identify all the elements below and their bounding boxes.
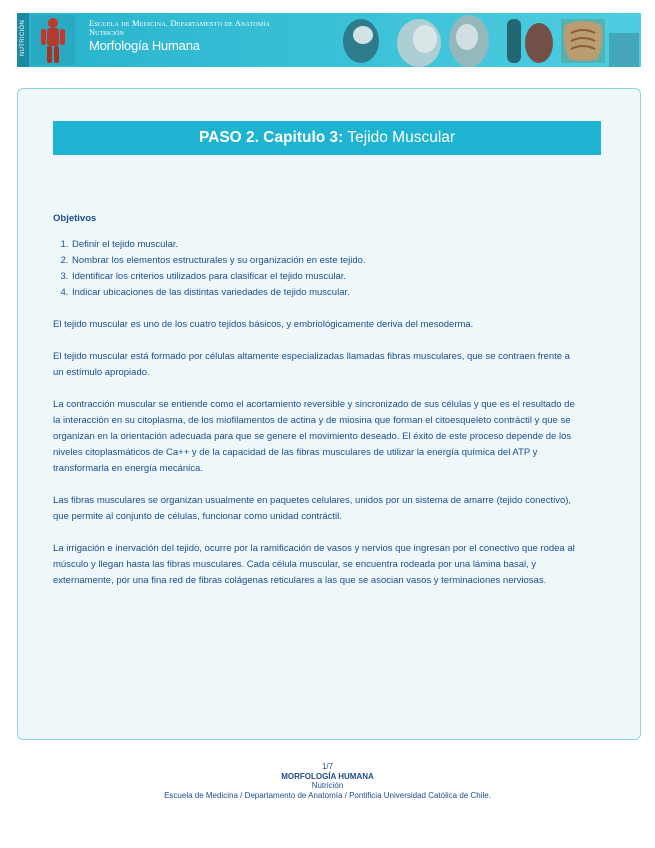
paragraph: Las fibras musculares se organizan usualmente en paquetes celulares, unidos por un sistema de amarre (tejido conectivo), que permite al conjunto de células, funcionar como unidad contráctil. xyxy=(53,495,572,522)
paragraph: El tejido muscular es uno de los cuatro tejidos básicos, y embriológicamente deriva del mesoderma. xyxy=(53,319,474,330)
objective-item: 4. Indicar ubicaciones de las distintas variedades de tejido muscular. xyxy=(71,285,583,301)
objectives-list xyxy=(53,237,583,301)
banner-side-strip xyxy=(17,13,29,67)
content-panel xyxy=(17,88,641,740)
course-line: Morfología Humana xyxy=(89,38,200,53)
anatomy-collage-icon xyxy=(339,13,639,67)
content-body xyxy=(53,211,583,605)
page-title xyxy=(53,121,601,155)
page-footer xyxy=(0,762,655,800)
footer-course: MORFOLOGÍA HUMANA xyxy=(281,771,374,781)
anatomy-figure-icon xyxy=(31,15,75,65)
footer-institution: Escuela de Medicina / Departamento de Anatomía / Pontificia Universidad Católica de Chile. xyxy=(164,790,491,800)
banner-text xyxy=(89,19,270,54)
objective-item: 3. Identificar los criterios utilizados para clasificar el tejido muscular. xyxy=(71,269,583,285)
objectives-heading: Objetivos xyxy=(53,213,97,224)
objective-item: 2. Nombrar los elementos estructurales y su organización en este tejido. xyxy=(71,253,583,269)
title-bold-part: PASO 2. Capitulo 3: xyxy=(198,129,344,146)
objective-item: 1. Definir el tejido muscular. xyxy=(71,237,583,253)
school-line: Escuela de Medicina. Departamento de Anatomía xyxy=(89,18,271,28)
side-label: NUTRICIÓN xyxy=(20,19,26,57)
header-banner xyxy=(17,13,641,67)
paragraph: La contracción muscular se entiende como el acortamiento reversible y sincronizado de sus células y que es el resultado de la interacción en su citoplasma, de los miofilamentos de actina y de miosina que forman el citoesqueleto contráctil y que se organizan en la orientación adecuada para que se genere el movimiento deseado. El éxito de este proceso depende de los niveles citoplasmáticos de Ca++ y de la capacidad de las fibras musculares de utilizar la energía química del ATP y transformarla en energía mecánica. xyxy=(53,399,575,474)
program-line: Nutrición xyxy=(89,27,124,37)
title-light-part: Tejido Muscular xyxy=(347,129,456,146)
paragraph: El tejido muscular está formado por células altamente especializadas llamadas fibras musculares, que se contraen frente a un estímulo apropiado. xyxy=(53,351,570,378)
footer-program: Nutrición xyxy=(311,781,344,790)
paragraph: La irrigación e inervación del tejido, ocurre por la ramificación de vasos y nervios que ingresan por el conectivo que rodea al músculo y llegan hasta las fibras musculares. Cada célula muscular, se encuentra rodeada por una lámina basal, y externamente, por una fina red de fibras colágenas reticulares a las que se asocian vasos y terminaciones nerviosas. xyxy=(53,543,575,586)
page-number: 1/7 xyxy=(321,762,334,771)
